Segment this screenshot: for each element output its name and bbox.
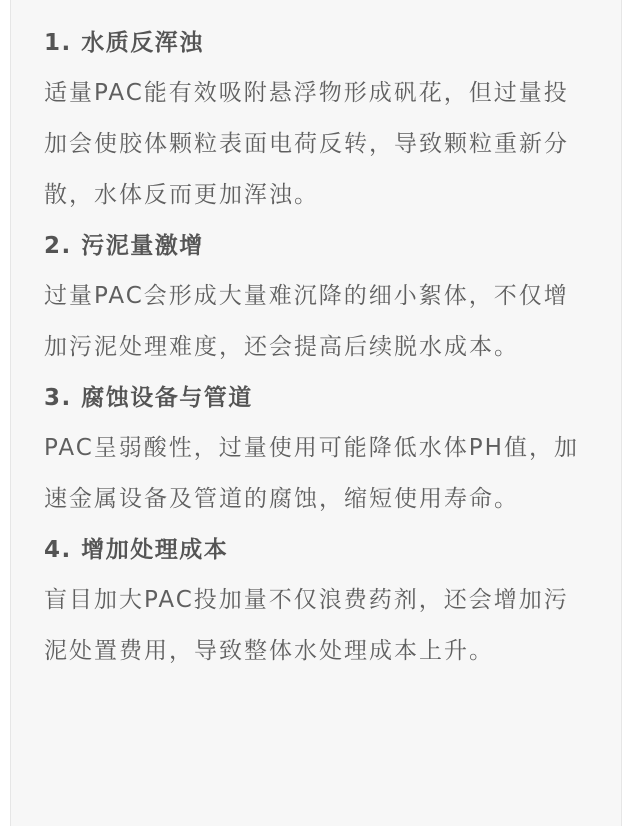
section-paragraph: PAC呈弱酸性，过量使用可能降低水体PH值，加速金属设备及管道的腐蚀，缩短使用寿命。	[44, 435, 579, 512]
section-heading: 2. 污泥量激增	[44, 233, 204, 259]
section-sludge-increase	[44, 221, 592, 373]
section-heading: 4. 增加处理成本	[44, 537, 229, 563]
section-heading: 1. 水质反浑浊	[44, 30, 204, 56]
section-heading: 3. 腐蚀设备与管道	[44, 385, 253, 411]
section-paragraph: 适量PAC能有效吸附悬浮物形成矾花，但过量投加会使胶体颗粒表面电荷反转，导致颗粒重新分散，水体反而更加浑浊。	[44, 80, 569, 208]
section-water-turbidity	[44, 18, 592, 221]
article-panel	[10, 0, 622, 826]
section-paragraph: 盲目加大PAC投加量不仅浪费药剂，还会增加污泥处置费用，导致整体水处理成本上升。	[44, 587, 569, 664]
section-corrosion	[44, 373, 592, 525]
article-content	[44, 18, 592, 677]
section-cost-increase	[44, 525, 592, 677]
section-paragraph: 过量PAC会形成大量难沉降的细小絮体，不仅增加污泥处理难度，还会提高后续脱水成本。	[44, 283, 569, 360]
